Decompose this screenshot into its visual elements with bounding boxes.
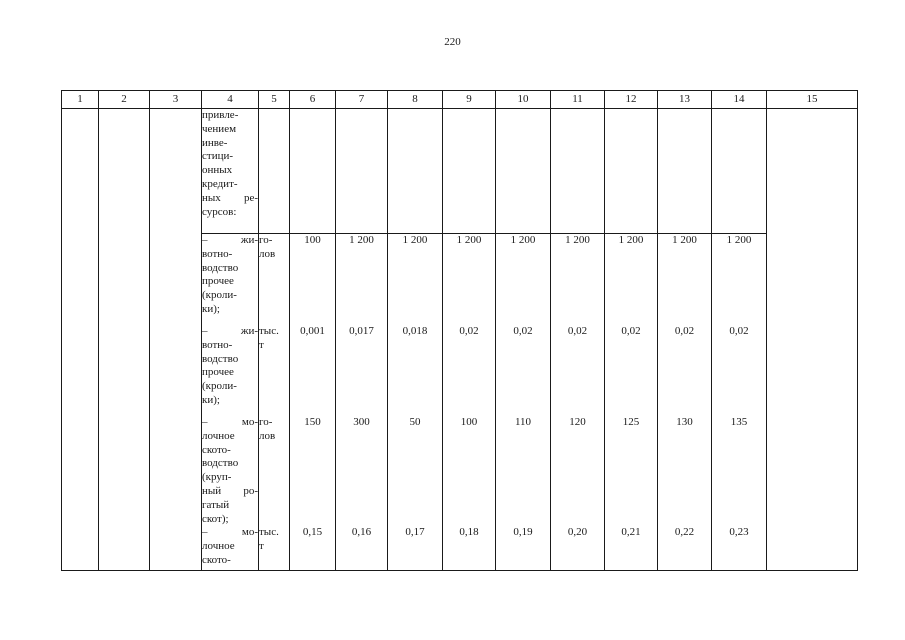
indicator-description xyxy=(202,325,259,416)
value-cell: 0,001 xyxy=(290,325,336,416)
indicator-description xyxy=(202,416,259,526)
column-header: 13 xyxy=(658,91,712,109)
text-line: онных xyxy=(202,164,233,177)
text-line: водство xyxy=(202,261,239,274)
value-cell: 1 200 xyxy=(712,234,767,326)
unit-cell xyxy=(259,526,290,571)
empty-cell xyxy=(290,109,336,234)
value-cell: 1 200 xyxy=(388,234,443,326)
header-row xyxy=(62,91,858,109)
text-line: водство xyxy=(202,457,239,470)
text-line: стици- xyxy=(202,150,234,163)
column-header: 5 xyxy=(259,91,290,109)
value-cell: 300 xyxy=(336,416,388,526)
text-line: ското- xyxy=(202,443,231,456)
column-header: 9 xyxy=(443,91,496,109)
text-line: лочное xyxy=(202,540,235,553)
indicator-description xyxy=(202,526,259,571)
value-cell: 100 xyxy=(290,234,336,326)
text-line: – мо- xyxy=(202,416,258,428)
empty-cell xyxy=(443,109,496,234)
value-cell: 0,17 xyxy=(388,526,443,571)
column-header: 12 xyxy=(605,91,658,109)
value-cell: 135 xyxy=(712,416,767,526)
text-line: привле- xyxy=(202,109,239,121)
unit-cell xyxy=(259,325,290,416)
text-line: прочее xyxy=(202,275,234,288)
column-header: 8 xyxy=(388,91,443,109)
value-cell: 150 xyxy=(290,416,336,526)
text-line: т xyxy=(259,338,264,351)
empty-cell xyxy=(658,109,712,234)
empty-cell xyxy=(712,109,767,234)
text-line: прочее xyxy=(202,366,234,379)
text-line: – мо- xyxy=(202,526,258,539)
column-header: 6 xyxy=(290,91,336,109)
value-cell: 0,16 xyxy=(336,526,388,571)
text-line: – жи- xyxy=(202,325,258,337)
text-line: лов xyxy=(259,429,276,442)
value-cell: 1 200 xyxy=(551,234,605,326)
text-line: гатый xyxy=(202,498,230,511)
value-cell: 0,23 xyxy=(712,526,767,571)
column-header: 11 xyxy=(551,91,605,109)
text-line: тыс. xyxy=(259,325,279,337)
text-line: сурсов: xyxy=(202,205,237,218)
empty-cell xyxy=(605,109,658,234)
empty-cell xyxy=(99,109,150,571)
data-table xyxy=(61,90,858,571)
text-line: инве- xyxy=(202,136,228,149)
text-line: лов xyxy=(259,247,276,260)
column-header: 10 xyxy=(496,91,551,109)
indicator-description xyxy=(202,234,259,326)
text-line: – жи- xyxy=(202,234,258,246)
value-cell: 1 200 xyxy=(336,234,388,326)
text-line: ки); xyxy=(202,393,220,406)
value-cell: 0,02 xyxy=(658,325,712,416)
column-header: 1 xyxy=(62,91,99,109)
value-cell: 0,02 xyxy=(496,325,551,416)
value-cell: 0,02 xyxy=(551,325,605,416)
text-line: вотно- xyxy=(202,338,233,351)
column-header: 2 xyxy=(99,91,150,109)
column-header: 3 xyxy=(150,91,202,109)
value-cell: 0,017 xyxy=(336,325,388,416)
empty-cell xyxy=(259,109,290,234)
text-line: кредит- xyxy=(202,177,238,190)
page-number: 220 xyxy=(444,36,461,48)
text-line: ный ро- xyxy=(202,484,258,497)
column-header: 4 xyxy=(202,91,259,109)
value-cell: 1 200 xyxy=(605,234,658,326)
text-line: ки); xyxy=(202,302,220,315)
indicator-description xyxy=(202,109,259,234)
text-line: чением xyxy=(202,122,237,135)
empty-cell xyxy=(336,109,388,234)
empty-cell xyxy=(767,109,858,571)
value-cell: 100 xyxy=(443,416,496,526)
column-header: 7 xyxy=(336,91,388,109)
text-line: (кроли- xyxy=(202,289,237,302)
text-line: тыс. xyxy=(259,526,279,539)
column-header: 14 xyxy=(712,91,767,109)
value-cell: 50 xyxy=(388,416,443,526)
empty-cell xyxy=(388,109,443,234)
value-cell: 110 xyxy=(496,416,551,526)
value-cell: 0,02 xyxy=(443,325,496,416)
value-cell: 125 xyxy=(605,416,658,526)
unit-cell xyxy=(259,416,290,526)
value-cell: 0,02 xyxy=(605,325,658,416)
text-line: вотно- xyxy=(202,247,233,260)
table-row xyxy=(62,109,858,234)
value-cell: 1 200 xyxy=(658,234,712,326)
text-line: го- xyxy=(259,416,273,428)
text-line: (круп- xyxy=(202,471,232,484)
column-header: 15 xyxy=(767,91,858,109)
value-cell: 120 xyxy=(551,416,605,526)
empty-cell xyxy=(496,109,551,234)
value-cell: 0,02 xyxy=(712,325,767,416)
text-line: ных ре- xyxy=(202,191,258,204)
value-cell: 1 200 xyxy=(496,234,551,326)
text-line: лочное xyxy=(202,429,235,442)
value-cell: 130 xyxy=(658,416,712,526)
empty-cell xyxy=(551,109,605,234)
text-line: скот); xyxy=(202,512,229,525)
value-cell: 0,21 xyxy=(605,526,658,571)
value-cell: 0,19 xyxy=(496,526,551,571)
text-line: водство xyxy=(202,352,239,365)
text-line: го- xyxy=(259,234,273,246)
empty-cell xyxy=(62,109,99,571)
value-cell: 0,18 xyxy=(443,526,496,571)
text-line: т xyxy=(259,540,264,553)
text-line: ското- xyxy=(202,553,231,566)
value-cell: 1 200 xyxy=(443,234,496,326)
unit-cell xyxy=(259,234,290,326)
value-cell: 0,20 xyxy=(551,526,605,571)
empty-cell xyxy=(150,109,202,571)
value-cell: 0,22 xyxy=(658,526,712,571)
text-line: (кроли- xyxy=(202,380,237,393)
value-cell: 0,018 xyxy=(388,325,443,416)
value-cell: 0,15 xyxy=(290,526,336,571)
